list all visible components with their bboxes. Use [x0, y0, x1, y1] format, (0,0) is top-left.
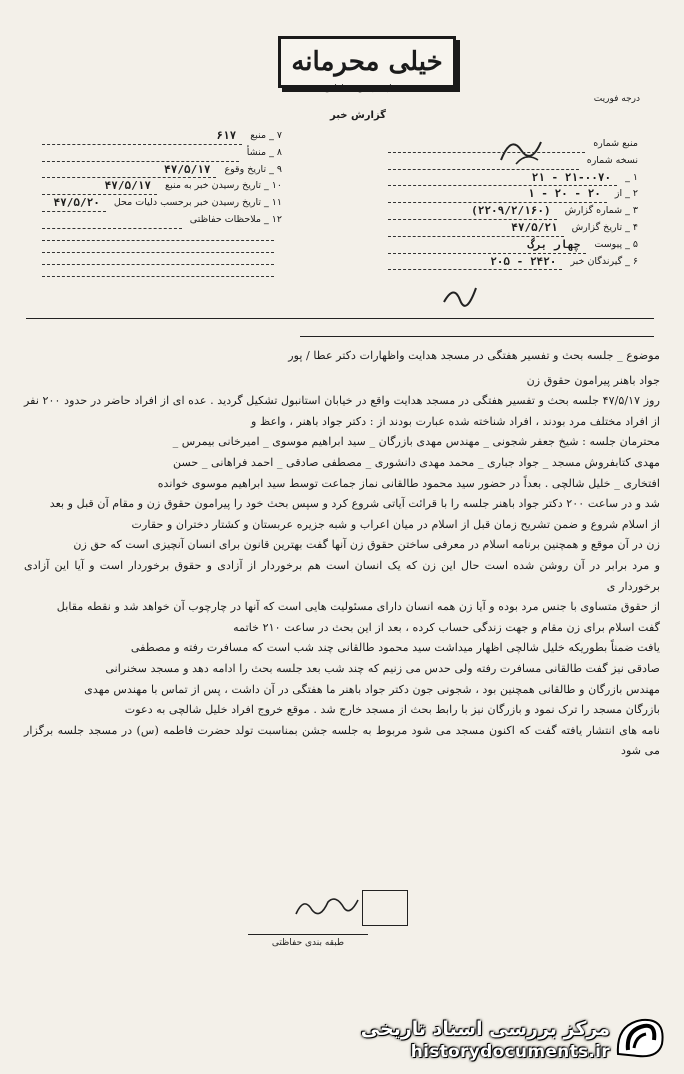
body-line: صادقی نیز گفت طالقانی مسافرت رفته ولی حدس می زنیم که چند شب بعد جلسه بحث را ادامه دهد و مسجد سخنرانی: [105, 661, 660, 675]
report-header-fields-right: [388, 136, 638, 270]
body-line: و مرد برابر در آن روشن شده است حال این زن که یک انسان است هم برخوردار از آزادی و حقوق برخوردار است و آیا این آزادی برخوردار ی: [24, 558, 660, 593]
signature: [292, 892, 362, 922]
field-label: ۱۰ _ تاریخ رسیدن خبر به منبع: [165, 180, 282, 192]
field-row: [42, 229, 282, 241]
field-label: ۱۱ _ تاریخ رسیدن خبر برحسب دلیات محل: [113, 197, 282, 209]
field-value: ۲۴۲۰ - ۲۰۵: [490, 254, 557, 268]
field-label: ۱ _: [625, 171, 638, 183]
field-value: (۲۲۰۹/۲/۱۶۰): [471, 204, 551, 218]
report-body: [24, 346, 660, 762]
field-label: ۹ _ تاریخ وقوع: [224, 163, 282, 175]
divider: [300, 336, 654, 337]
field-label: ۸ _ منشأ: [246, 146, 282, 158]
field-row: [42, 265, 282, 277]
field-value: ۲۱-۰۰۷۰ - ۲۱: [531, 170, 612, 184]
archive-name: مرکز بررسی اسناد تاریخی: [360, 1018, 610, 1040]
field-label: ۷ _ منبع: [250, 130, 282, 141]
body-line: گفت اسلام برای زن مقام و جهت زندگی حساب کرده ، بعد از این بحث در ساعت ۲۱۰ خاتمه: [233, 620, 660, 634]
field-label: ۲ _ از: [614, 188, 638, 200]
field-row: [388, 186, 638, 203]
field-label: ۵ _ پیوست: [594, 238, 638, 250]
field-value: ۴۷/۵/۲۱: [511, 220, 558, 234]
archive-url: historydocuments.ir: [410, 1042, 610, 1062]
field-value: ۴۷/۵/۱۷: [164, 162, 211, 176]
field-label: ۶ _ گیرندگان خبر: [570, 255, 638, 267]
field-row: [42, 178, 282, 195]
field-row: [388, 237, 638, 254]
field-row: [42, 241, 282, 253]
field-row: [388, 153, 638, 170]
archive-watermark: [361, 1018, 610, 1062]
body-line: نامه های انتشار یافته گفت که اکنون مسجد می شود مربوط به جلسه جشن بمناسبت تولد حضرت فاطمه (س) در مسجد جلسه برگزار می شود: [24, 723, 660, 758]
field-value: ۲۰ - ۲۰ - ۱: [527, 187, 601, 201]
body-line: روز ۴۷/۵/۱۷ جلسه بحث و تفسیر هفتگی در مسجد هدایت واقع در خیابان استانبول تشکیل گردید . عده ای از افراد حاضر در حدود ۲۰۰ نفر از افراد مختلف مرد بودند ، افراد شناخته شده عبارت بودند از : دکتر جواد باهنر ، واعظ و: [24, 394, 660, 428]
field-row: [42, 162, 282, 179]
body-line: زن در آن موقع و همچنین برنامه اسلام در معرفی ساختن حقوق زن آنها گفت بهترین قانون برای انسان آنچیزی است که حق زن: [73, 538, 660, 552]
archive-logo-icon: [612, 1014, 668, 1062]
report-subject: موضوع _ جلسه بحث و تفسیر هفتگی در مسجد هدایت واظهارات دکتر عطا / پور: [288, 349, 660, 362]
stamp-text: خیلی محرمانه: [291, 47, 443, 77]
field-value: چهار برگ: [527, 237, 581, 251]
urgency-grade-label: درجه فوریت: [593, 94, 640, 104]
footer-classification-label: طبقه بندی حفاظتی: [248, 934, 368, 948]
handwritten-mark: [440, 282, 480, 310]
field-value: ۶۱۷: [216, 129, 237, 142]
field-label: منبع شماره: [593, 138, 638, 149]
divider: [26, 318, 654, 319]
field-row: [388, 203, 638, 220]
body-line: یافت ضمناً بطوریکه خلیل شالچی اظهار میداشت سید محمود طالقانی چند شب است که مسافرت رفته و مصطفی: [130, 641, 660, 655]
body-line: مهندس بازرگان و طالقانی همچنین بود ، شجونی جون دکتر جواد باهنر ما هفتگی در آن داشت ، پس از تماس با مهندس مهدی: [84, 682, 660, 696]
body-line: بازرگان مسجد را ترک نمود و بازرگان نیز با رابط بحث از مسجد خارج شد . موقع خروج افراد خلیل شالچی به دعوت: [124, 703, 660, 717]
field-row: [388, 220, 638, 237]
report-header-fields-left: [42, 128, 282, 277]
body-line: افتخاری _ خلیل شالچی . بعداً در حضور سید محمود طالقانی نماز جماعت توسط سید ابراهیم موسوی خوانده: [157, 476, 660, 490]
body-line: شد و در ساعت ۲۰۰ دکتر جواد باهنر جلسه را با قرائت آیاتی شروع کرد و سپس بحث خود را پیرامون حقوق زن و مقام آن قبل و بعد: [49, 497, 660, 511]
field-label: ۴ _ تاریخ گزارش: [571, 221, 638, 233]
field-row: [388, 136, 638, 153]
field-row: [42, 212, 282, 229]
field-row: [42, 128, 282, 145]
field-row: [388, 170, 638, 187]
classification-label: طبقه بندی حفاظتی: [323, 84, 397, 94]
field-value: ۴۷/۵/۲۰: [53, 196, 100, 210]
field-row: [388, 254, 638, 271]
body-line: جواد باهنر پیرامون حقوق زن: [526, 373, 660, 387]
field-label: ۱۲ _ ملاحظات حفاظتی: [189, 213, 282, 225]
classification-stamp: [278, 36, 456, 88]
field-row: [42, 253, 282, 265]
body-line: از حقوق متساوی با جنس مرد بوده و آیا زن همه انسان دارای مسئولیت هایی است که آنها در چارچوب آن خواهد شد و نقطه مقابل: [56, 600, 660, 614]
report-title: گزارش خبر: [329, 110, 386, 121]
seal-box: [362, 890, 408, 926]
field-value: ۴۷/۵/۱۷: [104, 179, 152, 193]
body-line: محترمان جلسه : شیخ جعفر شجونی _ مهندس مهدی بازرگان _ سید ابراهیم موسوی _ امیرخانی بیمرس _: [172, 435, 660, 449]
body-line: از اسلام شروع و ضمن تشریح زمان قبل از اسلام در میان اعراب و شبه جزیره عربستان و کشتار دختران و حقارت: [131, 517, 660, 531]
field-label: نسخه شماره: [586, 154, 638, 166]
field-row: [42, 145, 282, 162]
field-label: ۳ _ شماره گزارش: [564, 205, 638, 217]
field-row: [42, 195, 282, 212]
body-line: مهدی کتابفروش مسجد _ جواد جباری _ محمد مهدی دانشوری _ مصطفی صادقی _ احمد فراهانی _ حسن: [172, 455, 660, 469]
